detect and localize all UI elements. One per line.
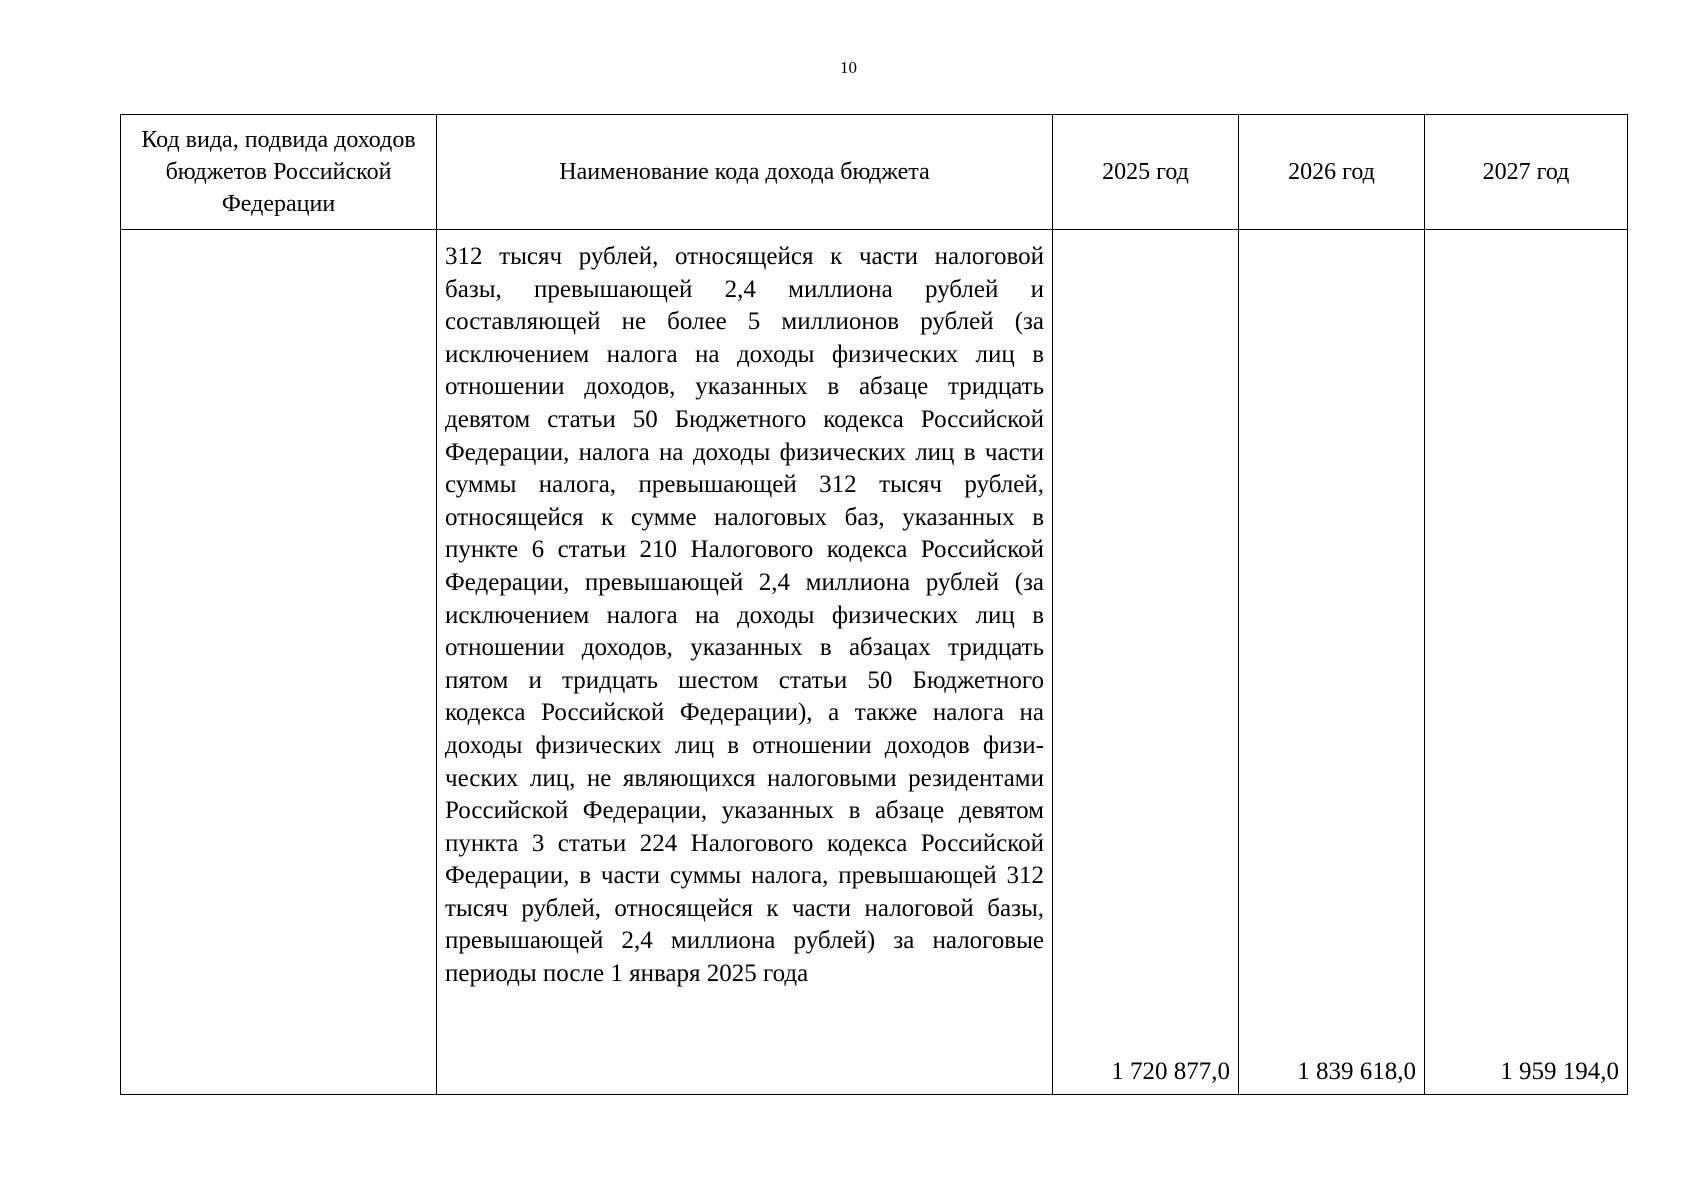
header-row [121, 115, 1628, 230]
table-row [121, 230, 1628, 1095]
header-year-2026-label: 2026 год [1288, 159, 1375, 185]
header-year-2025-label: 2025 год [1102, 159, 1189, 185]
name-cell [437, 230, 1053, 1095]
header-year-2025 [1053, 115, 1239, 230]
amount-2026-cell [1239, 230, 1425, 1095]
header-year-2027 [1425, 115, 1628, 230]
table-body [121, 230, 1628, 1095]
page-number: 10 [840, 58, 857, 77]
header-code-label: Код вида, подвида доходов бюджетов Российской Федерации [141, 127, 416, 217]
table-header [121, 115, 1628, 230]
amount-2025-cell [1053, 230, 1239, 1095]
amount-2027-cell [1425, 230, 1628, 1095]
header-year-2026 [1239, 115, 1425, 230]
header-name [437, 115, 1053, 230]
header-name-label: Наименование кода дохода бюджета [559, 159, 930, 185]
code-cell [121, 230, 437, 1095]
amount-2027: 1 959 194,0 [1500, 1058, 1619, 1085]
income-name-text: 312 тысяч рублей, относящейся к части налоговой базы, превышающей 2,4 миллиона рублей и составляющей не более 5 миллионов рублей (за исключением налога на доходы физических лиц в отношении доходов, указанных в абзаце тридцать девятом статьи 50 Бюджетного кодекса Российской Федерации, налога на доходы физических лиц в части суммы налога, превышающей 312 тысяч рублей, относящейся к сумме налоговых баз, указанных в пункте 6 статьи 210 Налогового кодекса Российской Федерации, превышающей 2,4 миллиона рублей (за исключением налога на доходы физических лиц в отношении доходов, указанных в абзацах тридцать пятом и тридцать шестом статьи 50 Бюджетного кодекса Российской Федерации), а также налога на доходы физических лиц в отношении доходов физических лиц, не являющихся налоговыми резидентами Российской Федерации, указанных в абзаце девятом пункта 3 статьи 224 Налогового кодекса Российской Федерации, в части суммы налога, превышающей 312 тысяч рублей, относящейся к части налоговой базы, превышающей 2,4 миллиона рублей) за налоговые периоды после 1 января 2025 года [445, 243, 1044, 988]
budget-income-table [120, 114, 1628, 1095]
header-code [121, 115, 437, 230]
header-year-2027-label: 2027 год [1482, 159, 1570, 185]
amount-2025: 1 720 877,0 [1111, 1058, 1230, 1085]
amount-2026: 1 839 618,0 [1297, 1058, 1416, 1085]
